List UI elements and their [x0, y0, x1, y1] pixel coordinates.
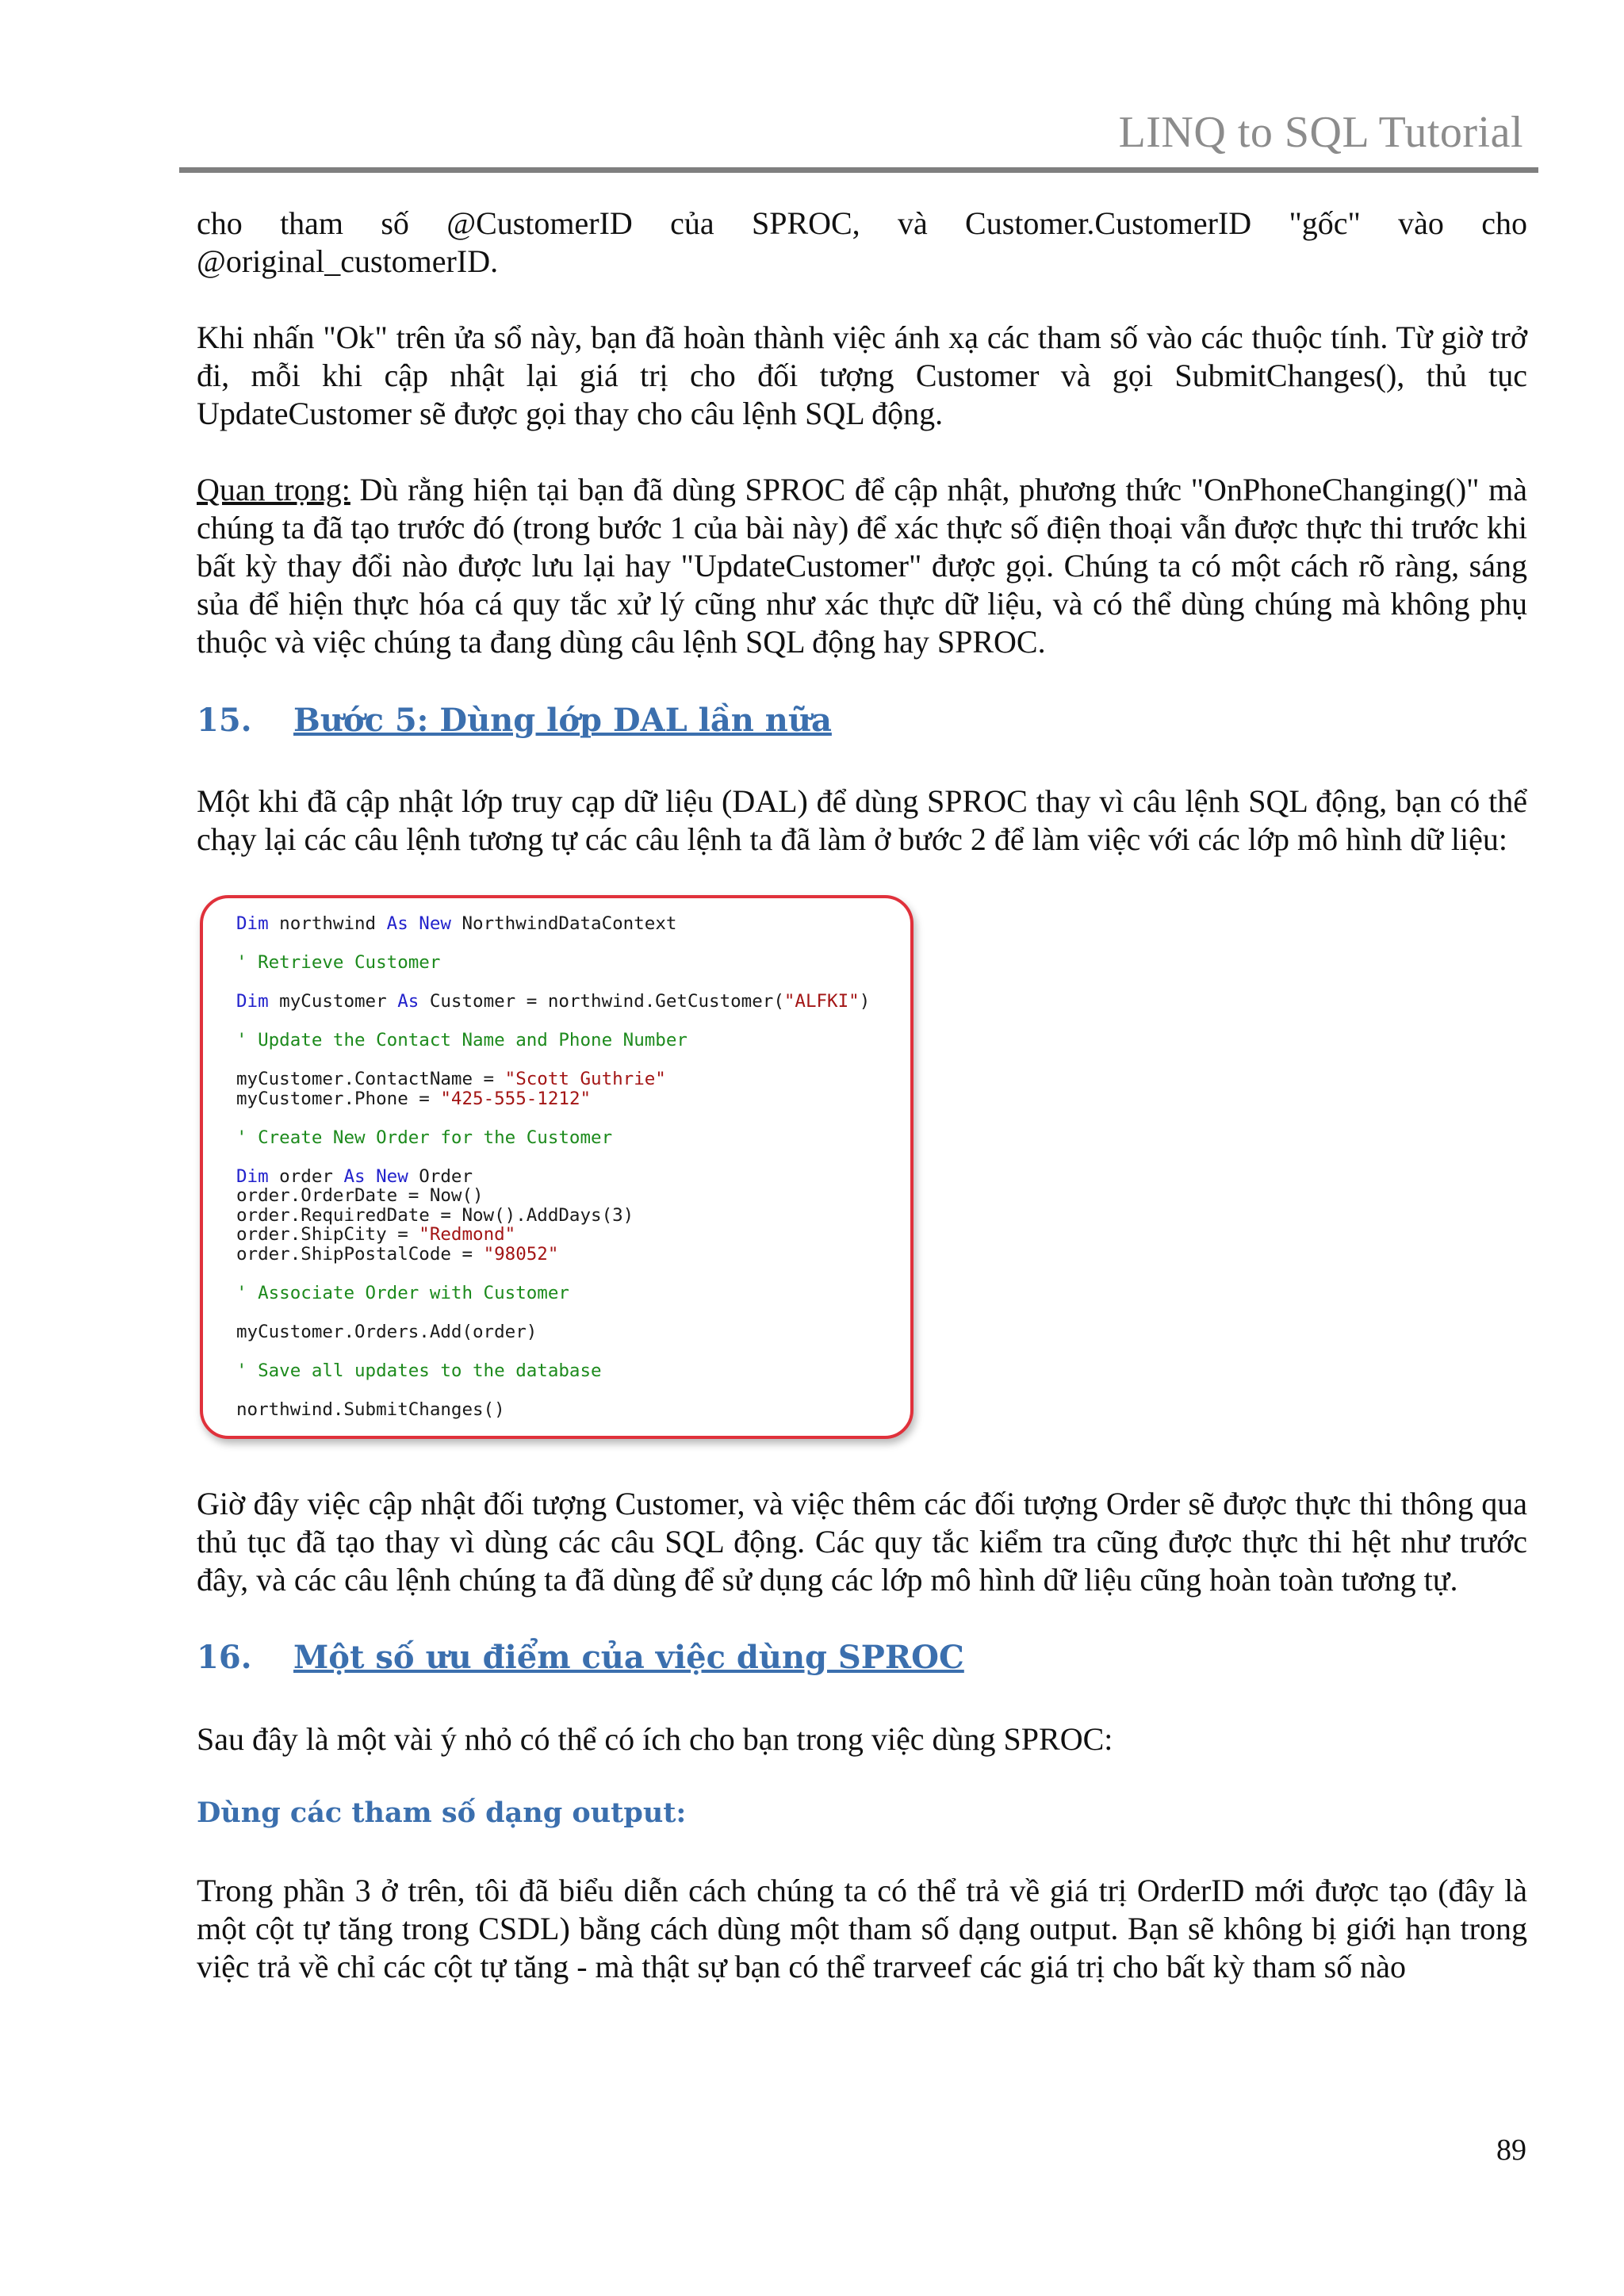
code-line: myCustomer.ContactName = "Scott Guthrie": [236, 1069, 666, 1089]
subheading: Dùng các tham số dạng output:: [197, 1797, 687, 1829]
code-comment: ' Create New Order for the Customer: [236, 1127, 613, 1148]
page-content: [197, 205, 1527, 1986]
paragraph: Một khi đã cập nhật lớp truy cạp dữ liệu (DAL) để dùng SPROC thay vì câu lệnh SQL động, bạn có thể chạy lại các câu lệnh tương tự các câu lệnh ta đã làm ở bước 2 để làm việc với các lớp mô hình dữ liệu:: [197, 783, 1527, 857]
important-text: Dù rằng hiện tại bạn đã dùng SPROC để cập nhật, phương thức "OnPhoneChanging()" mà chúng ta đã tạo trước đó (trong bước 1 của bài này) để xác thực số điện thoại vẫn được thực thi trước khi bất kỳ thay đổi nào được lưu lại hay "UpdateCustomer" được gọi. Chúng ta có một cách rõ ràng, sáng sủa để hiện thực hóa cá quy tắc xử lý cũng như xác thực dữ liệu, và có thể dùng chúng mà không phụ thuộc và việc chúng ta đang dùng câu lệnh SQL động hay SPROC.: [197, 472, 1527, 660]
code-line: Dim order As New Order: [236, 1165, 473, 1187]
code-comment: ' Update the Contact Name and Phone Number: [236, 1030, 688, 1050]
code-line: order.OrderDate = Now(): [236, 1185, 484, 1206]
important-note: [197, 471, 1527, 661]
paragraph: cho tham số @CustomerID của SPROC, và Customer.CustomerID "gốc" vào cho @original_customerID.: [197, 205, 1527, 279]
code-line: Dim myCustomer As Customer = northwind.GetCustomer("ALFKI"): [236, 991, 871, 1012]
section-heading-15: [197, 702, 1527, 740]
section-title: Một số ưu điểm của việc dùng SPROC: [293, 1639, 964, 1676]
paragraph: Trong phần 3 ở trên, tôi đã biểu diễn cách chúng ta có thể trả về giá trị OrderID mới được tạo (đây là một cột tự tăng trong CSDL) bằng cách dùng một tham số dạng output. Bạn sẽ không bị giới hạn trong việc trả về chỉ các cột tự tăng - mà thật sự bạn có thể trarveef các giá trị cho bất kỳ tham số nào: [197, 1873, 1527, 1984]
running-header: LINQ to SQL Tutorial: [1118, 108, 1523, 157]
paragraph: Giờ đây việc cập nhật đối tượng Customer, và việc thêm các đối tượng Order sẽ được thực thi thông qua thủ tục đã tạo thay vì dùng các câu SQL động. Các quy tắc kiểm tra cũng được thực thi hệt như trước đây, và các câu lệnh chúng ta đã dùng để sử dụng các lớp mô hình dữ liệu cũng hoàn toàn tương tự.: [197, 1486, 1527, 1598]
code-sample-box: [200, 895, 914, 1439]
header-rule: [179, 167, 1538, 173]
code-line: Dim northwind As New NorthwindDataContext: [236, 913, 677, 934]
code-listing: [236, 914, 870, 1419]
code-line: order.ShipCity = "Redmond": [236, 1224, 516, 1245]
code-comment: ' Associate Order with Customer: [236, 1282, 569, 1303]
section-title: Bước 5: Dùng lớp DAL lần nữa: [293, 702, 832, 739]
paragraph: Sau đây là một vài ý nhỏ có thể có ích cho bạn trong việc dùng SPROC:: [197, 1721, 1113, 1757]
code-comment: ' Retrieve Customer: [236, 952, 441, 973]
section-heading-16: [197, 1639, 1527, 1677]
code-line: northwind.SubmitChanges(): [236, 1399, 505, 1420]
page-number: 89: [1496, 2133, 1526, 2167]
paragraph: Khi nhấn "Ok" trên ửa sổ này, bạn đã hoàn thành việc ánh xạ các tham số vào các thuộc tính. Từ giờ trở đi, mỗi khi cập nhật lại giá trị cho đối tượng Customer và gọi SubmitChanges(), thủ tục UpdateCustomer sẽ được gọi thay cho câu lệnh SQL động.: [197, 320, 1527, 431]
section-number: 16.: [197, 1639, 252, 1676]
code-comment: ' Save all updates to the database: [236, 1360, 602, 1381]
code-line: myCustomer.Orders.Add(order): [236, 1321, 538, 1342]
section-number: 15.: [197, 702, 252, 739]
code-line: order.RequiredDate = Now().AddDays(3): [236, 1204, 634, 1226]
code-line: myCustomer.Phone = "425-555-1212": [236, 1088, 592, 1109]
important-label: Quan trọng:: [197, 472, 350, 507]
code-line: order.ShipPostalCode = "98052": [236, 1243, 559, 1265]
